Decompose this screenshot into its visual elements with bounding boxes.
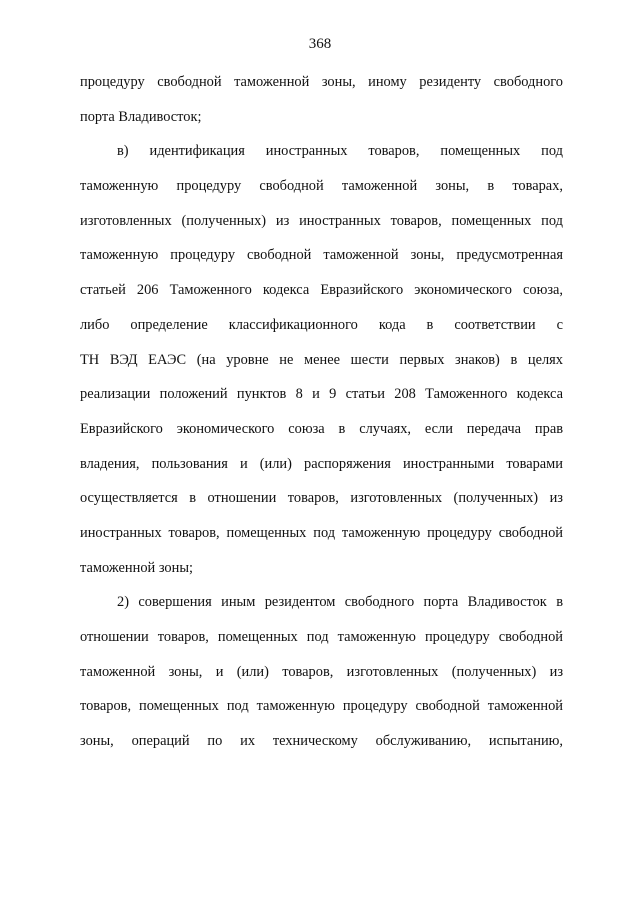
- page-number: 368: [308, 36, 332, 52]
- text-line: Евразийского экономического союза в случаях, если передача прав: [80, 420, 563, 437]
- paragraph-start-line: в) идентификация иностранных товаров, помещенных под: [117, 143, 563, 160]
- text-line: владения, пользования и (или) распоряжения иностранными товарами: [80, 455, 563, 472]
- text-line: таможенной зоны;: [80, 559, 193, 576]
- text-line: товаров, помещенных под таможенную процедуру свободной таможенной: [80, 698, 563, 715]
- text-line: реализации положений пунктов 8 и 9 статьи 208 Таможенного кодекса: [80, 386, 563, 403]
- text-line: таможенную процедуру свободной таможенной зоны, в товарах,: [80, 178, 563, 195]
- text-line: порта Владивосток;: [80, 108, 202, 125]
- paragraph-start-line: 2) совершения иным резидентом свободного порта Владивосток в: [117, 594, 563, 611]
- text-line: таможенную процедуру свободной таможенной зоны, предусмотренная: [80, 247, 563, 264]
- text-line: отношении товаров, помещенных под таможенную процедуру свободной: [80, 629, 563, 645]
- text-line: либо определение классификационного кода в соответствии с: [80, 316, 563, 333]
- text-line: ТН ВЭД ЕАЭС (на уровне не менее шести первых знаков) в целях: [80, 351, 563, 368]
- text-line: иностранных товаров, помещенных под таможенную процедуру свободной: [80, 524, 563, 541]
- document-body: [80, 72, 563, 766]
- text-line: изготовленных (полученных) из иностранных товаров, помещенных под: [80, 212, 563, 229]
- text-line: таможенной зоны, и (или) товаров, изготовленных (полученных) из: [80, 663, 563, 680]
- text-line: процедуру свободной таможенной зоны, иному резиденту свободного: [80, 74, 563, 90]
- text-line: зоны, операций по их техническому обслуживанию, испытанию,: [80, 733, 563, 750]
- text-line: осуществляется в отношении товаров, изготовленных (полученных) из: [80, 490, 563, 507]
- text-line: статьей 206 Таможенного кодекса Евразийского экономического союза,: [80, 282, 563, 299]
